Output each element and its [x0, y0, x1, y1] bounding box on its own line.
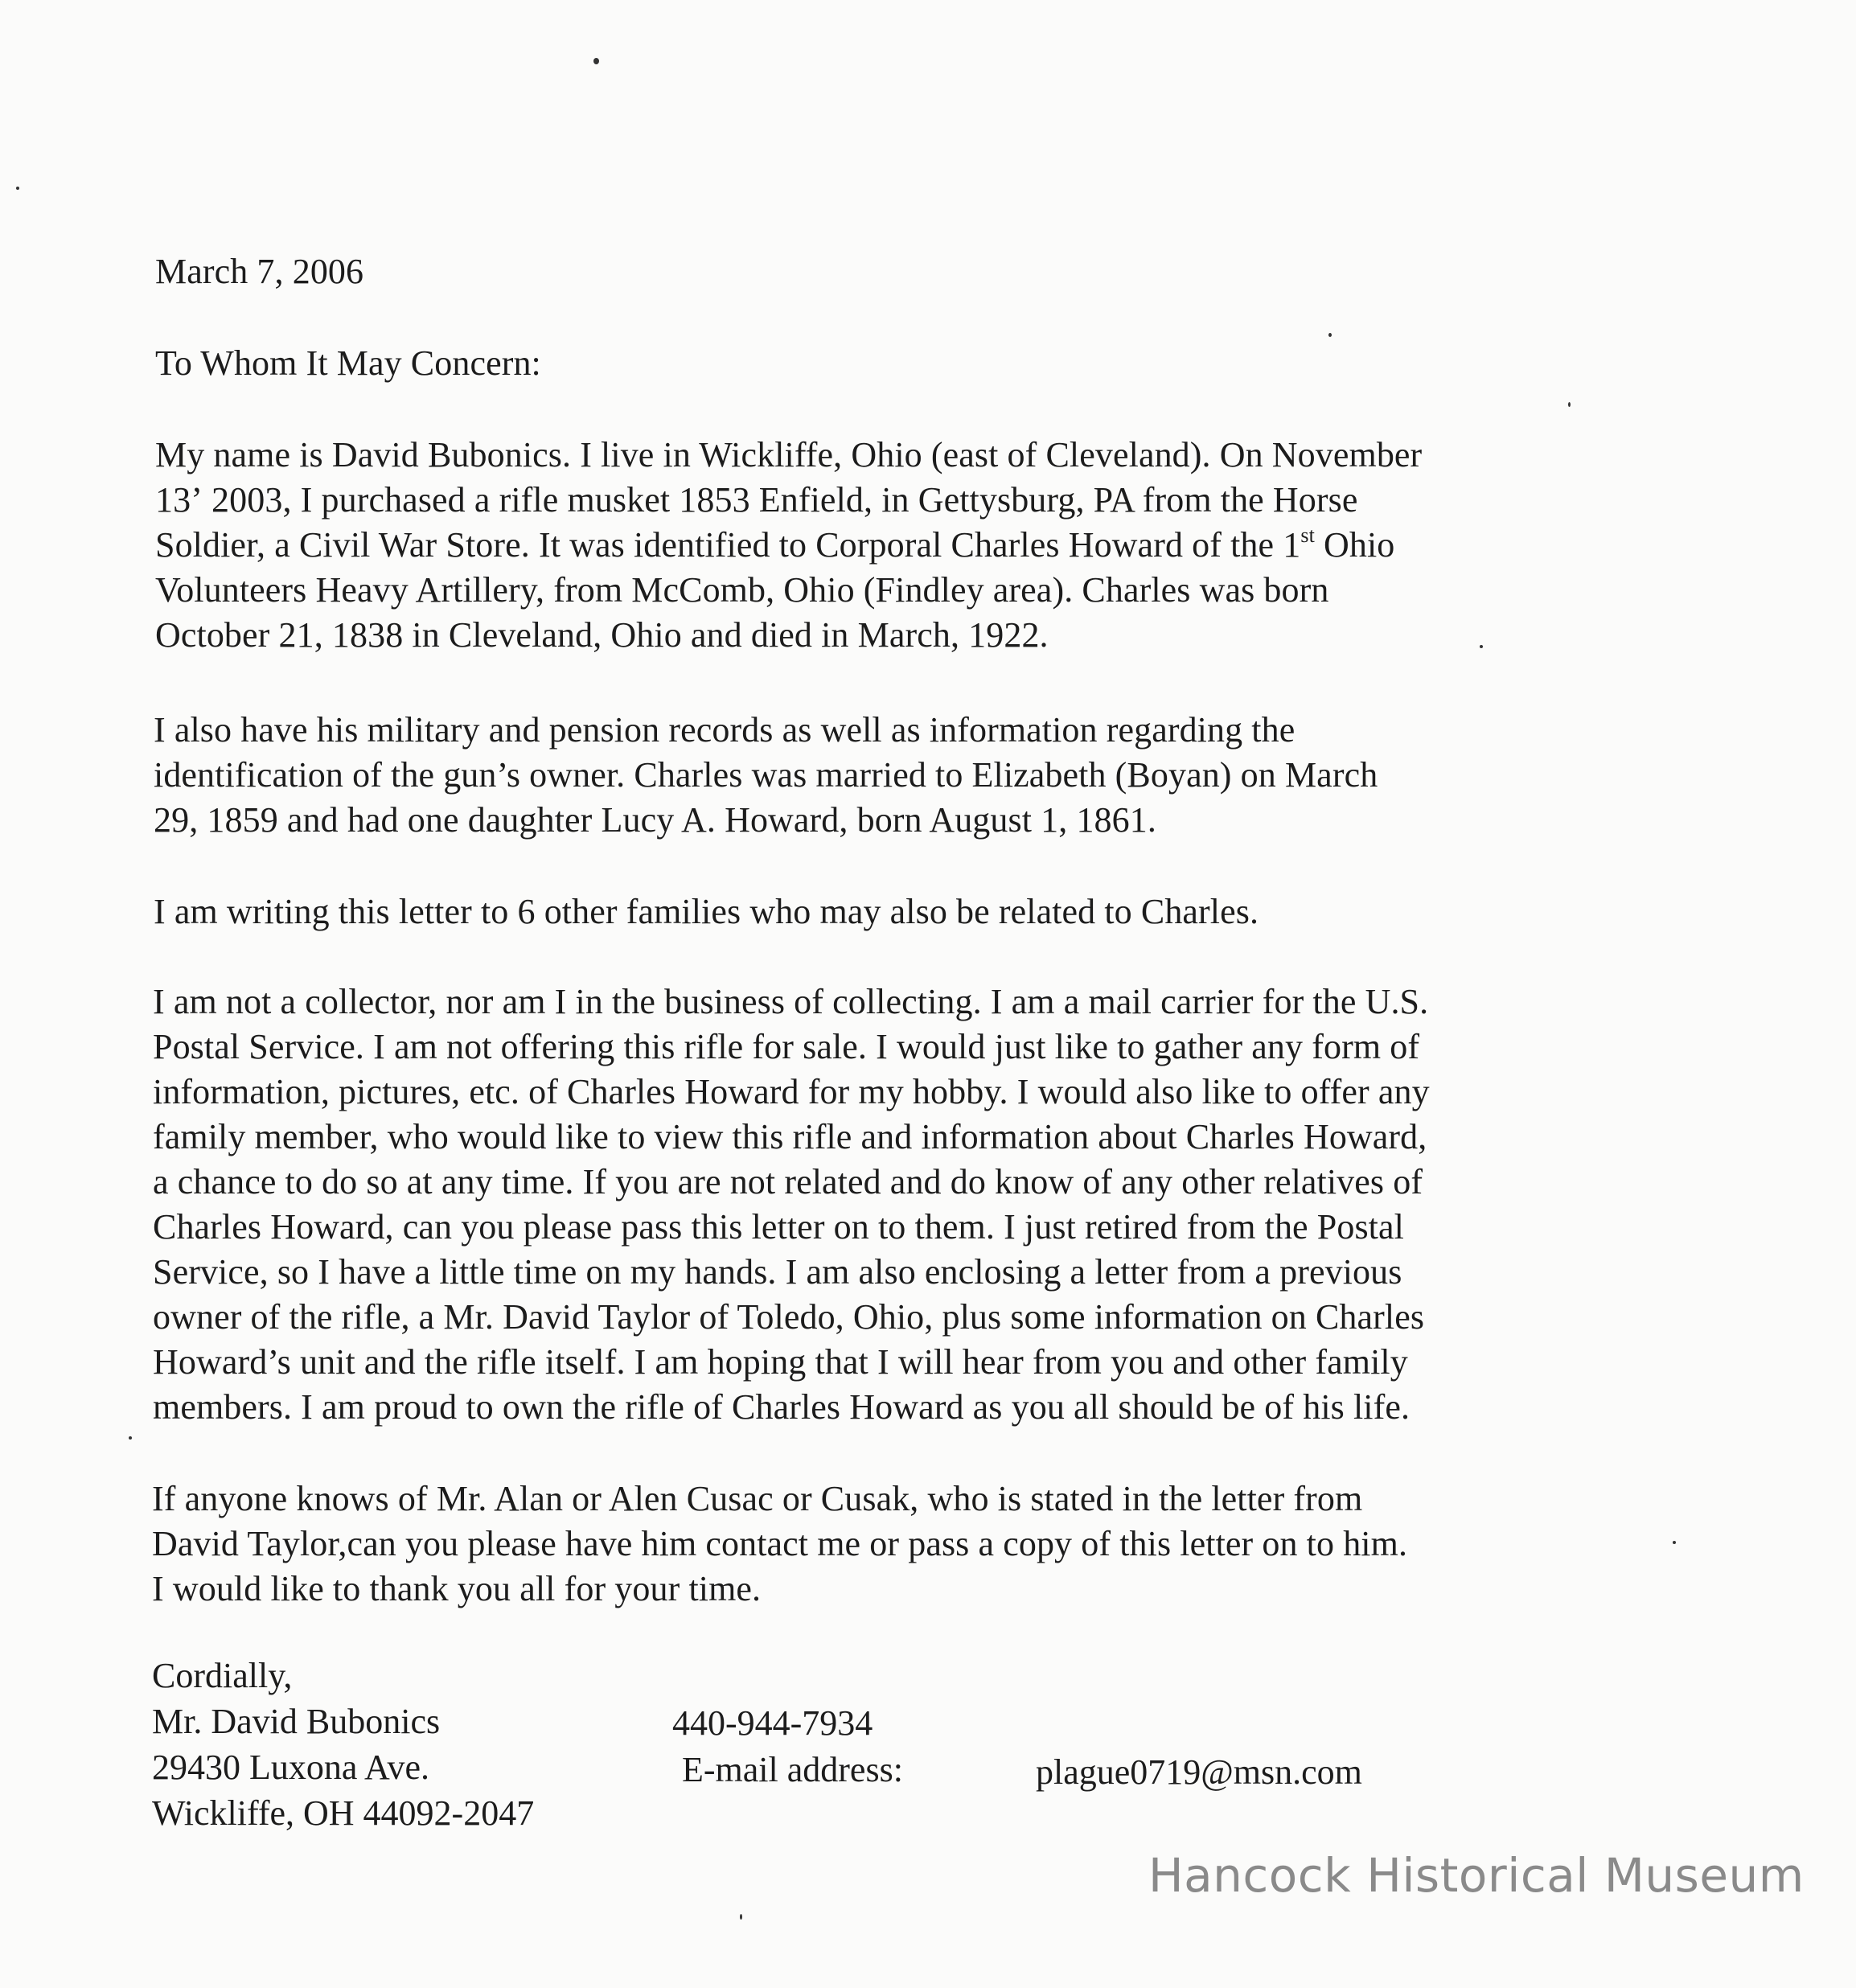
email-address: plague0719@msn.com: [1036, 1752, 1362, 1792]
paragraph-5-line-1: If anyone knows of Mr. Alan or Alen Cusac or Cusak, who is stated in the letter from: [152, 1479, 1363, 1518]
sender-phone: 440-944-7934: [672, 1703, 873, 1743]
paragraph-4-line-3: information, pictures, etc. of Charles Howard for my hobby. I would also like to offer any: [153, 1072, 1430, 1111]
paragraph-3-line-1: I am writing this letter to 6 other families who may also be related to Charles.: [154, 892, 1259, 931]
paragraph-4-line-6: Charles Howard, can you please pass this letter on to them. I just retired from the Postal: [153, 1207, 1404, 1247]
paragraph-4-line-4: family member, who would like to view this rifle and information about Charles Howard,: [153, 1117, 1427, 1156]
speck-6: [129, 1436, 132, 1440]
letter-salutation: To Whom It May Concern:: [155, 343, 541, 383]
sender-name: Mr. David Bubonics: [152, 1702, 441, 1741]
paragraph-1-line-5: October 21, 1838 in Cleveland, Ohio and died in March, 1922.: [155, 615, 1049, 655]
closing: Cordially,: [152, 1656, 293, 1695]
sender-city: Wickliffe, OH 44092-2047: [152, 1793, 535, 1833]
speck-7: [1673, 1541, 1676, 1544]
email-label: E-mail address:: [682, 1750, 903, 1789]
paragraph-1-line-3: [155, 523, 1603, 568]
paragraph-4-line-7: Service, so I have a little time on my hands. I am also enclosing a letter from a previous: [153, 1252, 1402, 1292]
paragraph-4: [153, 980, 1600, 1430]
paragraph-1-line-1: My name is David Bubonics. I live in Wickliffe, Ohio (east of Cleveland). On November: [155, 435, 1423, 474]
paragraph-2: [154, 708, 1601, 843]
paragraph-3: [154, 889, 1601, 934]
paragraph-2-line-1: I also have his military and pension records as well as information regarding the: [154, 710, 1296, 750]
ordinal-suffix: st: [1300, 524, 1315, 547]
speck-2: [16, 187, 19, 190]
speck-8: [740, 1914, 742, 1920]
paragraph-5: [152, 1477, 1599, 1612]
paragraph-4-line-10: members. I am proud to own the rifle of Charles Howard as you all should be of his life.: [153, 1387, 1410, 1427]
paragraph-4-line-8: owner of the rifle, a Mr. David Taylor of Toledo, Ohio, plus some information on Charles: [153, 1297, 1425, 1337]
speck-3: [1328, 333, 1332, 337]
paragraph-1-line-3-text: Soldier, a Civil War Store. It was identified to Corporal Charles Howard of the 1: [155, 525, 1301, 565]
paragraph-1-line-2: 13ʼ 2003, I purchased a rifle musket 1853 Enfield, in Gettysburg, PA from the Horse: [155, 480, 1358, 520]
paragraph-1-line-4: Volunteers Heavy Artillery, from McComb, Ohio (Findley area). Charles was born: [155, 570, 1329, 610]
paragraph-1: [155, 433, 1603, 658]
paragraph-1-line-3-end: Ohio: [1314, 525, 1395, 565]
paragraph-4-line-1: I am not a collector, nor am I in the business of collecting. I am a mail carrier for the U.S.: [153, 982, 1429, 1021]
paragraph-4-line-9: Howard’s unit and the rifle itself. I am hoping that I will hear from you and other family: [153, 1342, 1408, 1382]
paragraph-2-line-3: 29, 1859 and had one daughter Lucy A. Howard, born August 1, 1861.: [154, 800, 1156, 840]
paragraph-5-line-2: David Taylor,can you please have him contact me or pass a copy of this letter on to him.: [152, 1524, 1408, 1563]
letter-date: March 7, 2006: [155, 252, 364, 291]
museum-watermark: Hancock Historical Museum: [1148, 1848, 1805, 1903]
sender-street: 29430 Luxona Ave.: [152, 1748, 430, 1787]
speck-1: [593, 58, 599, 64]
speck-4: [1568, 402, 1571, 407]
paragraph-4-line-5: a chance to do so at any time. If you are not related and do know of any other relatives of: [153, 1162, 1423, 1201]
paragraph-2-line-2: identification of the gun’s owner. Charles was married to Elizabeth (Boyan) on March: [154, 755, 1378, 795]
paragraph-4-line-2: Postal Service. I am not offering this rifle for sale. I would just like to gather any form of: [153, 1027, 1420, 1066]
paragraph-5-line-3: I would like to thank you all for your time.: [152, 1569, 762, 1608]
